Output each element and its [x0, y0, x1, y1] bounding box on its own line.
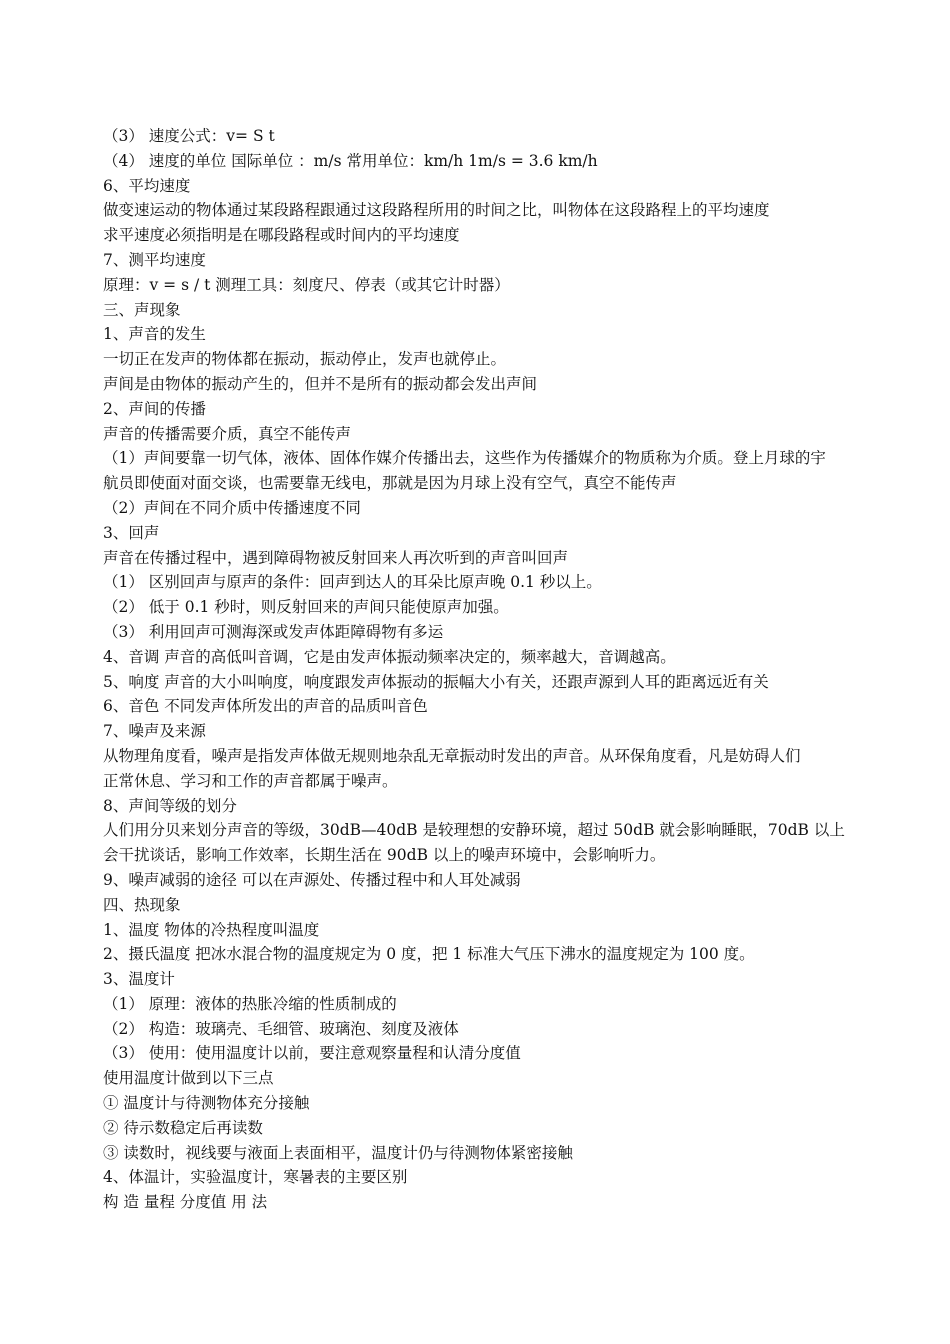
text-line: 声音的传播需要介质，真空不能传声 [103, 424, 352, 443]
text-line: 声音在传播过程中，遇到障碍物被反射回来人再次听到的声音叫回声 [103, 548, 569, 567]
text-line: （1） 原理：液体的热胀冷缩的性质制成的 [103, 994, 397, 1013]
section-heading: 2、声间的传播 [103, 399, 206, 418]
chapter-heading: 三、声现象 [103, 300, 181, 319]
list-item: ① 温度计与待测物体充分接触 [103, 1094, 310, 1113]
text-line: 做变速运动的物体通过某段路程跟通过这段路程所用的时间之比，叫物体在这段路程上的平均速度 [103, 201, 770, 220]
text-line: （3） 利用回声可测海深或发声体距障碍物有多运 [103, 622, 444, 641]
text-line: 人们用分贝来划分声音的等级，30dB—40dB 是较理想的安静环境，超过 50dB 就会影响睡眠，70dB 以上 [103, 821, 845, 840]
list-item: ③ 读数时，视线要与液面上表面相平，温度计仍与待测物体紧密接触 [103, 1143, 573, 1162]
text-line: 原理：v = s / t 测理工具：刻度尺、停表（或其它计时器） [103, 275, 510, 294]
section-heading: 7、测平均速度 [103, 250, 206, 269]
section-heading: 6、音色 不同发声体所发出的声音的品质叫音色 [103, 697, 428, 716]
list-item: ② 待示数稳定后再读数 [103, 1118, 263, 1137]
text-line: （2） 构造：玻璃壳、毛细管、玻璃泡、刻度及液体 [103, 1019, 459, 1038]
text-line: 从物理角度看，噪声是指发声体做无规则地杂乱无章振动时发出的声音。从环保角度看，凡是妨碍人们 [103, 746, 801, 765]
text-line: （1） 区别回声与原声的条件：回声到达人的耳朵比原声晚 0.1 秒以上。 [103, 573, 602, 592]
section-heading: 2、摄氏温度 把冰水混合物的温度规定为 0 度，把 1 标准大气压下沸水的温度规定为 100 度。 [103, 945, 755, 964]
text-line: 正常休息、学习和工作的声音都属于噪声。 [103, 771, 398, 790]
text-line: 会干扰谈话，影响工作效率，长期生活在 90dB 以上的噪声环境中，会影响听力。 [103, 846, 666, 865]
text-line: 使用温度计做到以下三点 [103, 1069, 274, 1088]
section-heading: 3、温度计 [103, 970, 175, 989]
section-heading: 9、噪声减弱的途径 可以在声源处、传播过程中和人耳处减弱 [103, 870, 521, 889]
chapter-heading: 四、热现象 [103, 895, 181, 914]
section-heading: 6、平均速度 [103, 176, 191, 195]
text-line: 求平速度必须指明是在哪段路程或时间内的平均速度 [103, 226, 460, 245]
text-line: （3） 速度公式：v= S t [103, 127, 275, 145]
text-line: 航员即使面对面交谈，也需要靠无线电，那就是因为月球上没有空气，真空不能传声 [103, 474, 677, 493]
text-line: （3） 使用：使用温度计以前，要注意观察量程和认清分度值 [103, 1044, 521, 1063]
document-body [103, 124, 863, 1215]
table-header-text: 构 造 量程 分度值 用 法 [103, 1193, 268, 1212]
section-heading: 1、温度 物体的冷热程度叫温度 [103, 920, 320, 939]
section-heading: 4、体温计，实验温度计，寒暑表的主要区别 [103, 1168, 408, 1187]
text-line: （2）声间在不同介质中传播速度不同 [103, 498, 361, 517]
text-line: 一切正在发声的物体都在振动，振动停止，发声也就停止。 [103, 350, 507, 369]
section-heading: 7、噪声及来源 [103, 722, 206, 741]
text-line: （2） 低于 0.1 秒时，则反射回来的声间只能使原声加强。 [103, 598, 509, 617]
section-heading: 4、音调 声音的高低叫音调，它是由发声体振动频率决定的，频率越大，音调越高。 [103, 647, 676, 666]
text-line: 声间是由物体的振动产生的，但并不是所有的振动都会发出声间 [103, 374, 538, 393]
section-heading: 3、回声 [103, 523, 160, 542]
section-heading: 5、响度 声音的大小叫响度，响度跟发声体振动的振幅大小有关，还跟声源到人耳的距离远近有关 [103, 672, 769, 691]
section-heading: 1、声音的发生 [103, 325, 206, 344]
text-line: （1）声间要靠一切气体，液体、固体作媒介传播出去，这些作为传播媒介的物质称为介质。登上月球的宇 [103, 449, 826, 468]
text-line: （4） 速度的单位 国际单位 ：m/s 常用单位：km/h 1m/s = 3.6 km/h [103, 151, 598, 170]
section-heading: 8、声间等级的划分 [103, 796, 237, 815]
